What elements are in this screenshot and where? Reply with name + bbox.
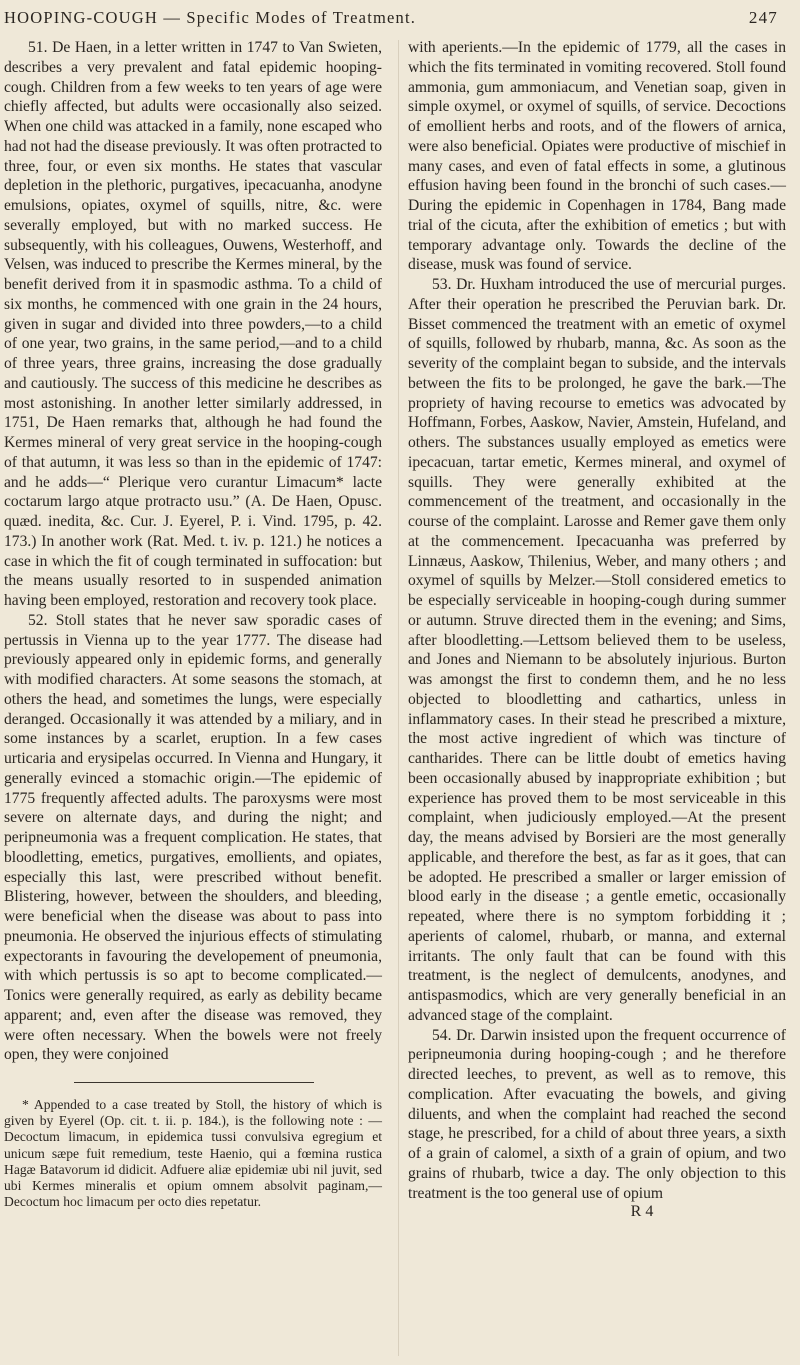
paragraph-53: 53. Dr. Huxham introduced the use of mercurial purges. After their operation he prescribed the Peruvian bark. Dr. Bisset commenced the treatment with an emetic of oxymel of squills, followed by rhubarb, manna, &c. As soon as the severity of the complaint began to subside, and the intervals between the fits to be prolonged, he gave the bark.—The propriety of having recourse to emetics was advocated by Hoffmann, Forbes, Aaskow, Navier, Amstein, Hufeland, and others. The substances usually employed as emetics were ipecacuan, tartar emetic, Kermes mineral, and oxymel of squills. They were generally exhibited at the commencement of the treatment, and occasionally in the course of the complaint. Larosse and Remer gave them only at the commencement. Ipecacuanha was preferred by Linnæus, Aaskow, Thilenius, Weber, and many others ; and oxymel of squills by Melzer.—Stoll considered emetics to be especially serviceable in hooping-cough during summer or autumn. Struve directed them in the evening; and Sims, after bloodletting.—Lettsom believed them to be useless, and Jones and Niemann to be absolutely injurious. Burton was amongst the first to condemn them, and he no less objected to bloodletting and cathartics, unless in inflammatory cases. In their stead he prescribed a mixture, the most active ingredient of which was tincture of cantharides. There can be little doubt of emetics having been occasionally abused by inappropriate exhibition ; but experience has proved them to be most serviceable in this complaint, when judiciously employed.—At the present day, the means advised by Borsieri are the most generally applicable, and therefore the best, as far as it goes, that can be adopted. He prescribed a smaller or larger emission of blood early in the disease ; a gentle emetic, occasionally repeated, where there is no symptom forbidding it ; aperients of calomel, rhubarb, or manna, and external irritants. The only fault that can be found with this treatment, is the neglect of demulcents, anodynes, and antispasmodics, which are very generally beneficial in an advanced stage of the complaint.: [408, 276, 786, 1024]
footnote: [4, 1097, 382, 1210]
footnote-text: * Appended to a case treated by Stoll, the history of which is given by Eyerel (Op. cit. t. ii. p. 184.), is the following note : — Decoctum limacum, in epidemica tussi convulsiva egregium et unicum sæpe fuit remedium, teste Haenio, qui a fœmina rustica Hagæ Batavorum id didicit. Adfuere aliæ epidemiæ ubi nil juvit, sed ubi Kermes mineralis et opium omnem absolvit paginam,— Decoctum hoc limacum per octo dies repetatur.: [4, 1097, 382, 1210]
page-number: 247: [748, 8, 778, 27]
footnote-rule: [74, 1082, 314, 1083]
paragraph-54: 54. Dr. Darwin insisted upon the frequent occurrence of peripneumonia during hooping-cough ; and he therefore directed leeches, to prevent, as well as to remove, this complication. After evacuating the bowels, and giving diluents, and when the complaint had reached the second stage, he prescribed, for a child of about three years, a sixth of a grain of calomel, a sixth of a grain of opium, and two grains of rhubarb, twice a day. The only objection to this treatment is the too general use of opium: [408, 1026, 786, 1202]
paragraph-52-continued: with aperients.—In the epidemic of 1779, all the cases in which the fits terminated in vomiting recovered. Stoll found ammonia, gum ammoniacum, and Venetian soap, given in simple oxymel, or oxymel of squills, of service. Decoctions of emollient herbs and roots, and of the flowers of arnica, were also beneficial. Opiates were productive of mischief in many cases, and even of fatal effects in some, a glutinous effusion having been found in the bronchi of such cases.—During the epidemic in Copenhagen in 1784, Bang made trial of the cicuta, after the exhibition of emetics ; but with temporary advantage only. Towards the decline of the disease, musk was found of service.: [408, 39, 786, 274]
left-column: [4, 38, 382, 1210]
column-divider: [398, 40, 399, 1356]
paragraph-52: 52. Stoll states that he never saw sporadic cases of pertussis in Vienna up to the year 1777. The disease had previously appeared only in epidemic forms, and generally with modified characters. At some seasons the stomach, at others the head, and sometimes the lungs, were especially deranged. Occasionally it was attended by a miliary, and in some instances by a scarlet, eruption. In a few cases urticaria and erysipelas occurred. In Vienna and Hungary, it generally evinced a stomachic origin.—The epidemic of 1775 frequently affected adults. The paroxysms were most severe on alternate days, and during the night; and peripneumonia was a frequent complication. He states, that bloodletting, emetics, purgatives, emollients, and opiates, especially this last, were prescribed without benefit. Blistering, however, between the shoulders, and bleeding, were beneficial when the disease was about to pass into pneumonia. He observed the injurious effects of stimulating expectorants in favouring the developement of pneumonia, with which pertussis is so apt to become complicated.—Tonics were generally required, as early as debility became apparent; and, even after the disease was removed, they were often necessary. When the bowels were not freely open, they were conjoined: [4, 611, 382, 1064]
right-column: [408, 38, 786, 1221]
running-title: HOOPING-COUGH — Specific Modes of Treatment.: [4, 8, 417, 27]
signature-mark: R 4: [630, 1203, 654, 1221]
running-header: [0, 8, 800, 34]
paragraph-51: 51. De Haen, in a letter written in 1747 to Van Swieten, describes a very prevalent and fatal epidemic hooping-cough. Children from a few weeks to ten years of age were chiefly affected, but adults were occasionally also seized. When one child was attacked in a family, none escaped who had not had the disease previously. It was often protracted to three, four, or even six months. He states that vascular depletion in the plethoric, purgatives, ipecacuanha, anodyne emulsions, opiates, oxymel of squills, nitre, &c. were severally employed, but with no marked success. He subsequently, with his colleagues, Ouwens, Westerhoff, and Velsen, was induced to prescribe the Kermes mineral, by the benefit derived from it in spasmodic asthma. To a child of six months, he commenced with one grain in the 24 hours, given in sugar and divided into three powders,—to a child of one year, two grains, in the same period,—and to a child of three years, three grains, increasing the dose gradually and cautiously. The success of this medicine he describes as most astonishing. In another letter similarly addressed, in 1751, De Haen remarks that, although he had found the Kermes mineral of very great service in the hooping-cough of that autumn, it was less so than in the epidemic of 1747: and he adds—“ Plerique vero curantur Limacum* lacte coctarum largo atque protracto usu.” (A. De Haen, Opusc. quæd. inedita, &c. Cur. J. Eyerel, P. i. Vind. 1795, p. 42. 173.) In another work (Rat. Med. t. iv. p. 121.) he notices a case in which the fit of cough terminated in suffocation: but the means usually resorted to in suspended animation having been employed, restoration and recovery took place.: [4, 39, 382, 609]
